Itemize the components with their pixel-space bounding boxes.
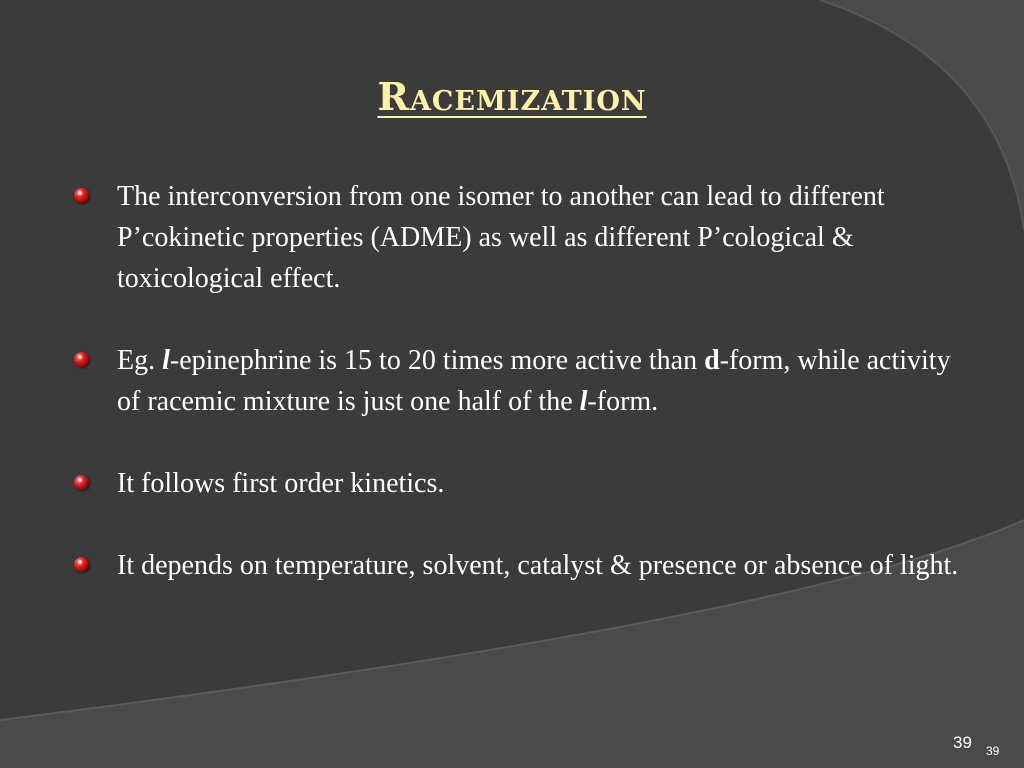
bullet-list	[72, 176, 972, 627]
bullet-text-part: Eg.	[117, 345, 163, 376]
bullet-text: The interconversion from one isomer to another can lead to different P’cokinetic properties (ADME) as well as different P’cological & toxicological effect.	[117, 181, 885, 294]
bullet-dot-icon	[74, 352, 89, 367]
levo-prefix: l	[579, 386, 588, 417]
bullet-dot-icon	[74, 188, 89, 203]
bullet-text-part: -form.	[587, 386, 659, 417]
bullet-text-part: -epinephrine is 15 to 20 times more active than	[169, 345, 705, 376]
slide-title-wrap	[0, 74, 1024, 119]
bullet-text: It follows first order kinetics.	[117, 468, 445, 499]
page-number-small: 39	[986, 744, 1000, 758]
bullet-text-part: -form, while activity of racemic mixture is just one half of the	[117, 345, 951, 417]
bullet-item-3	[72, 463, 972, 504]
bullet-dot-icon	[74, 557, 89, 572]
bullet-dot-icon	[74, 475, 89, 490]
dextro-prefix: d	[704, 345, 720, 376]
bullet-item-4	[72, 545, 972, 586]
slide-title: Racemization	[377, 74, 647, 119]
bullet-item-2	[72, 340, 972, 422]
levo-prefix: l	[162, 345, 170, 376]
bullet-item-1	[72, 176, 972, 299]
bullet-text: It depends on temperature, solvent, catalyst & presence or absence of light.	[117, 550, 959, 581]
page-number: 39	[953, 733, 972, 752]
